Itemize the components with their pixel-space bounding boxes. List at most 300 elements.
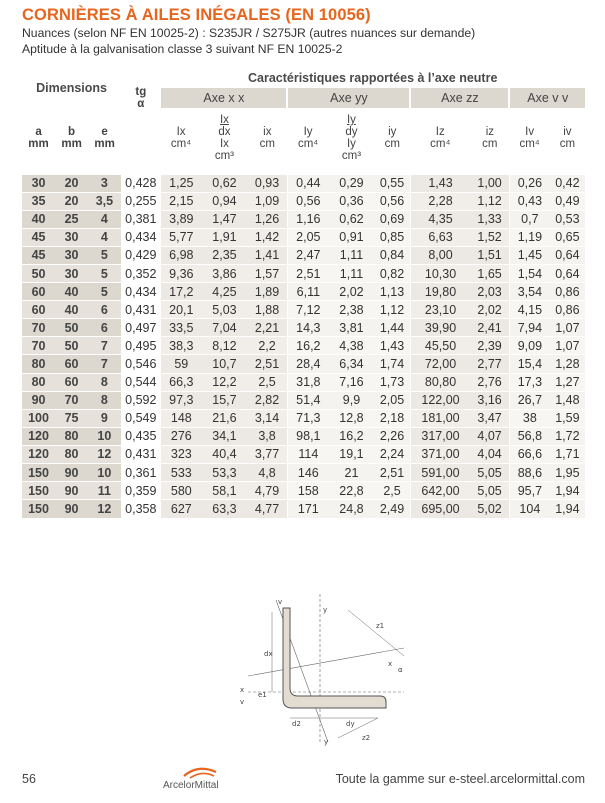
table-cell: 0,64 — [550, 264, 585, 282]
table-cell: 20,1 — [160, 301, 201, 319]
table-cell: 0,36 — [329, 192, 374, 210]
table-cell: 2,03 — [470, 283, 509, 301]
table-cell: 0,53 — [550, 210, 585, 228]
table-cell: 4,07 — [470, 427, 509, 445]
table-cell: 3,8 — [247, 427, 287, 445]
website-link[interactable]: Toute la gamme sur e-steel.arcelormittal.com — [335, 772, 585, 786]
table-cell: 2,47 — [287, 246, 328, 264]
table-cell: 2,02 — [470, 301, 509, 319]
table-cell: 5 — [88, 283, 121, 301]
table-cell: 0,62 — [329, 210, 374, 228]
table-row — [22, 210, 585, 228]
table-cell: 8,12 — [202, 337, 247, 355]
table-cell: 21,6 — [202, 409, 247, 427]
table-cell: 4 — [88, 228, 121, 246]
table-cell: 150 — [22, 482, 55, 500]
table-cell: 90 — [55, 482, 88, 500]
label-v-left: v — [240, 698, 245, 706]
table-row — [22, 409, 585, 427]
table-cell: 70 — [22, 319, 55, 337]
table-row — [22, 228, 585, 246]
table-cell: 50 — [55, 319, 88, 337]
angle-section-diagram — [228, 592, 418, 752]
table-cell: 28,4 — [287, 355, 328, 373]
table-cell: 3,5 — [88, 192, 121, 210]
table-cell: 158 — [287, 482, 328, 500]
table-cell: 12 — [88, 500, 121, 518]
table-cell: 1,95 — [550, 464, 585, 482]
col-a-header: a mm — [28, 126, 49, 150]
table-body — [22, 174, 585, 518]
table-cell: 10,7 — [202, 355, 247, 373]
table-cell: 38 — [509, 409, 549, 427]
table-cell: 31,8 — [287, 373, 328, 391]
table-cell: 9,36 — [160, 264, 201, 282]
table-cell: 63,3 — [202, 500, 247, 518]
table-cell: 38,3 — [160, 337, 201, 355]
table-cell: 2,5 — [247, 373, 287, 391]
table-cell: 2,51 — [287, 264, 328, 282]
table-row — [22, 427, 585, 445]
table-cell: 0,56 — [287, 192, 328, 210]
galvanization-note: Aptitude à la galvanisation classe 3 suivant NF EN 10025-2 — [22, 42, 343, 56]
table-cell: 2,05 — [287, 228, 328, 246]
table-cell: 0,549 — [121, 409, 160, 427]
table-cell: 1,59 — [550, 409, 585, 427]
table-cell: 2,76 — [470, 373, 509, 391]
label-z1: z1 — [376, 622, 385, 630]
table-cell: 6 — [88, 319, 121, 337]
table-row — [22, 445, 585, 463]
table-cell: 88,6 — [509, 464, 549, 482]
table-cell: 1,91 — [202, 228, 247, 246]
table-cell: 695,00 — [410, 500, 470, 518]
table-cell: 0,546 — [121, 355, 160, 373]
table-cell: 40 — [55, 301, 88, 319]
table-cell: 1,57 — [247, 264, 287, 282]
col-e-header: e mm — [94, 126, 115, 150]
table-cell: 10 — [88, 427, 121, 445]
table-cell: 6,98 — [160, 246, 201, 264]
col-tg-alpha-header: tg α — [135, 86, 147, 110]
table-cell: 50 — [55, 337, 88, 355]
table-cell: 6 — [88, 301, 121, 319]
table-cell: 7,04 — [202, 319, 247, 337]
table-row — [22, 192, 585, 210]
dimensions-header: Dimensions — [36, 81, 108, 95]
table-cell: 7 — [88, 355, 121, 373]
table-cell: 1,47 — [202, 210, 247, 228]
table-cell: 0,361 — [121, 464, 160, 482]
table-cell: 16,2 — [287, 337, 328, 355]
table-cell: 17,3 — [509, 373, 549, 391]
col-ix-header: Ix cm⁴ — [170, 126, 192, 150]
table-cell: 1,43 — [374, 337, 410, 355]
table-cell: 1,07 — [550, 337, 585, 355]
table-cell: 0,49 — [550, 192, 585, 210]
table-cell: 0,381 — [121, 210, 160, 228]
table-cell: 75 — [55, 409, 88, 427]
table-cell: 1,28 — [550, 355, 585, 373]
table-cell: 0,352 — [121, 264, 160, 282]
table-cell: 59 — [160, 355, 201, 373]
table-cell: 1,12 — [374, 301, 410, 319]
table-cell: 5 — [88, 264, 121, 282]
table-cell: 97,3 — [160, 391, 201, 409]
table-cell: 7 — [88, 337, 121, 355]
table-cell: 276 — [160, 427, 201, 445]
label-e1: e1 — [258, 691, 267, 699]
table-cell: 1,71 — [550, 445, 585, 463]
table-cell: 0,85 — [374, 228, 410, 246]
table-cell: 15,7 — [202, 391, 247, 409]
table-cell: 1,41 — [247, 246, 287, 264]
table-cell: 0,435 — [121, 427, 160, 445]
table-cell: 1,52 — [470, 228, 509, 246]
table-cell: 4,77 — [247, 500, 287, 518]
table-cell: 371,00 — [410, 445, 470, 463]
table-cell: 2,2 — [247, 337, 287, 355]
table-cell: 70 — [22, 337, 55, 355]
table-cell: 1,88 — [247, 301, 287, 319]
page-number: 56 — [22, 772, 36, 786]
table-cell: 17,2 — [160, 283, 201, 301]
table-cell: 0,495 — [121, 337, 160, 355]
table-cell: 40 — [55, 283, 88, 301]
label-d2: d2 — [292, 720, 301, 728]
table-cell: 0,42 — [550, 174, 585, 192]
table-cell: 1,27 — [550, 373, 585, 391]
table-cell: 0,82 — [374, 264, 410, 282]
table-cell: 5,05 — [470, 482, 509, 500]
table-cell: 11 — [88, 482, 121, 500]
table-cell: 39,90 — [410, 319, 470, 337]
table-cell: 591,00 — [410, 464, 470, 482]
table-cell: 6,11 — [287, 283, 328, 301]
table-cell: 0,62 — [202, 174, 247, 192]
table-cell: 9,09 — [509, 337, 549, 355]
col-iv-header: Iv cm⁴ — [519, 126, 540, 150]
z2-dimension — [338, 718, 378, 738]
table-cell: 0,255 — [121, 192, 160, 210]
table-cell: 5,77 — [160, 228, 201, 246]
table-cell: 1,07 — [550, 319, 585, 337]
table-cell: 533 — [160, 464, 201, 482]
table-cell: 60 — [22, 301, 55, 319]
table-row — [22, 482, 585, 500]
table-cell: 19,80 — [410, 283, 470, 301]
table-cell: 34,1 — [202, 427, 247, 445]
table-cell: 627 — [160, 500, 201, 518]
table-cell: 0,434 — [121, 228, 160, 246]
table-cell: 120 — [22, 445, 55, 463]
table-cell: 150 — [22, 500, 55, 518]
table-cell: 25 — [55, 210, 88, 228]
table-cell: 0,84 — [374, 246, 410, 264]
table-row — [22, 500, 585, 518]
table-cell: 7,12 — [287, 301, 328, 319]
col-iz-radius-header: iz cm — [482, 126, 498, 150]
table-cell: 45 — [22, 228, 55, 246]
table-cell: 90 — [55, 500, 88, 518]
table-cell: 104 — [509, 500, 549, 518]
table-cell: 580 — [160, 482, 201, 500]
table-row — [22, 174, 585, 192]
label-alpha: α — [398, 666, 403, 674]
table-cell: 323 — [160, 445, 201, 463]
table-cell: 16,2 — [329, 427, 374, 445]
table-row — [22, 464, 585, 482]
table-cell: 22,8 — [329, 482, 374, 500]
table-cell: 19,1 — [329, 445, 374, 463]
table-row — [22, 319, 585, 337]
table-cell: 2,18 — [374, 409, 410, 427]
table-cell: 0,431 — [121, 445, 160, 463]
table-cell: 5,03 — [202, 301, 247, 319]
table-cell: 4,35 — [410, 210, 470, 228]
table-cell: 90 — [22, 391, 55, 409]
angle-profile — [283, 608, 386, 708]
table-cell: 4,25 — [202, 283, 247, 301]
col-iy-dy-header: Iy dy Iy cm³ — [341, 114, 362, 162]
table-cell: 66,3 — [160, 373, 201, 391]
label-z2: z2 — [362, 734, 371, 742]
table-cell: 0,592 — [121, 391, 160, 409]
table-cell: 2,21 — [247, 319, 287, 337]
table-cell: 26,7 — [509, 391, 549, 409]
table-cell: 2,05 — [374, 391, 410, 409]
table-cell: 317,00 — [410, 427, 470, 445]
table-cell: 2,82 — [247, 391, 287, 409]
table-cell: 10 — [88, 464, 121, 482]
table-cell: 642,00 — [410, 482, 470, 500]
table-row — [22, 283, 585, 301]
table-cell: 9,9 — [329, 391, 374, 409]
table-cell: 7,94 — [509, 319, 549, 337]
table-row — [22, 355, 585, 373]
table-cell: 1,16 — [287, 210, 328, 228]
table-cell: 1,48 — [550, 391, 585, 409]
table-cell: 5 — [88, 246, 121, 264]
table-cell: 45 — [22, 246, 55, 264]
table-cell: 0,91 — [329, 228, 374, 246]
table-cell: 2,51 — [247, 355, 287, 373]
table-cell: 100 — [22, 409, 55, 427]
table-cell: 114 — [287, 445, 328, 463]
table-cell: 1,13 — [374, 283, 410, 301]
col-iv-radius-header: iv cm — [559, 126, 576, 150]
table-cell: 2,49 — [374, 500, 410, 518]
table-cell: 2,51 — [374, 464, 410, 482]
table-cell: 30 — [22, 174, 55, 192]
col-ix-dx-header: Ix dx Ix cm³ — [214, 114, 235, 162]
table-cell: 56,8 — [509, 427, 549, 445]
table-row — [22, 373, 585, 391]
table-cell: 71,3 — [287, 409, 328, 427]
table-cell: 12,2 — [202, 373, 247, 391]
table-cell: 1,94 — [550, 482, 585, 500]
table-cell: 0,56 — [374, 192, 410, 210]
table-cell: 1,00 — [470, 174, 509, 192]
table-cell: 3,81 — [329, 319, 374, 337]
table-cell: 0,93 — [247, 174, 287, 192]
table-cell: 33,5 — [160, 319, 201, 337]
grade-note: Nuances (selon NF EN 10025-2) : S235JR / S275JR (autres nuances sur demande) — [22, 26, 476, 40]
table-cell: 30 — [55, 246, 88, 264]
table-cell: 58,1 — [202, 482, 247, 500]
label-v-top: v — [278, 598, 283, 606]
table-cell: 1,19 — [509, 228, 549, 246]
table-cell: 2,38 — [329, 301, 374, 319]
table-cell: 60 — [22, 283, 55, 301]
table-cell: 10,30 — [410, 264, 470, 282]
table-cell: 2,02 — [329, 283, 374, 301]
table-cell: 8 — [88, 391, 121, 409]
table-cell: 1,33 — [470, 210, 509, 228]
table-cell: 1,44 — [374, 319, 410, 337]
table-cell: 2,41 — [470, 319, 509, 337]
table-cell: 0,358 — [121, 500, 160, 518]
col-iz-header: Iz cm⁴ — [430, 126, 451, 150]
table-cell: 3,16 — [470, 391, 509, 409]
table-cell: 1,74 — [374, 355, 410, 373]
table-cell: 80 — [55, 445, 88, 463]
table-cell: 4,8 — [247, 464, 287, 482]
axis-zz-header: Axe zz — [410, 88, 509, 108]
table-cell: 14,3 — [287, 319, 328, 337]
axis-yy-header: Axe yy — [287, 88, 410, 108]
table-cell: 0,55 — [374, 174, 410, 192]
table-cell: 5,02 — [470, 500, 509, 518]
table-cell: 0,94 — [202, 192, 247, 210]
page-title: CORNIÈRES À AILES INÉGALES (EN 10056) — [22, 6, 371, 24]
table-cell: 7,16 — [329, 373, 374, 391]
table-cell: 171 — [287, 500, 328, 518]
axis-xx-header: Axe x x — [160, 88, 287, 108]
table-row — [22, 301, 585, 319]
table-cell: 20 — [55, 192, 88, 210]
table-cell: 21 — [329, 464, 374, 482]
table-row — [22, 337, 585, 355]
table-cell: 2,77 — [470, 355, 509, 373]
table-cell: 9 — [88, 409, 121, 427]
table-cell: 6,63 — [410, 228, 470, 246]
table-cell: 4 — [88, 210, 121, 228]
table-cell: 0,69 — [374, 210, 410, 228]
table-cell: 3,47 — [470, 409, 509, 427]
table-cell: 4,15 — [509, 301, 549, 319]
table-cell: 80 — [22, 373, 55, 391]
table-cell: 1,89 — [247, 283, 287, 301]
z1-dimension — [348, 610, 404, 656]
table-cell: 24,8 — [329, 500, 374, 518]
label-dx: dx — [264, 650, 273, 658]
table-cell: 1,45 — [509, 246, 549, 264]
table-cell: 1,42 — [247, 228, 287, 246]
table-cell: 0,7 — [509, 210, 549, 228]
table-cell: 1,65 — [470, 264, 509, 282]
table-cell: 12,8 — [329, 409, 374, 427]
table-cell: 1,51 — [470, 246, 509, 264]
table-cell: 2,28 — [410, 192, 470, 210]
table-cell: 40,4 — [202, 445, 247, 463]
table-cell: 1,73 — [374, 373, 410, 391]
table-cell: 2,24 — [374, 445, 410, 463]
table-cell: 0,64 — [550, 246, 585, 264]
table-cell: 1,11 — [329, 264, 374, 282]
table-cell: 90 — [55, 464, 88, 482]
table-cell: 95,7 — [509, 482, 549, 500]
table-cell: 2,35 — [202, 246, 247, 264]
table-cell: 8 — [88, 373, 121, 391]
axis-vv-header: Axe v v — [509, 88, 585, 108]
table-cell: 40 — [22, 210, 55, 228]
table-cell: 3,89 — [160, 210, 201, 228]
table-cell: 148 — [160, 409, 201, 427]
label-x-right: x — [388, 660, 393, 668]
table-cell: 120 — [22, 427, 55, 445]
table-cell: 80 — [22, 355, 55, 373]
table-cell: 0,43 — [509, 192, 549, 210]
table-cell: 4,38 — [329, 337, 374, 355]
col-b-header: b mm — [61, 126, 82, 150]
col-iy-header: Iy cm⁴ — [297, 126, 319, 150]
label-x-left: x — [240, 686, 245, 694]
table-cell: 0,359 — [121, 482, 160, 500]
table-cell: 4,79 — [247, 482, 287, 500]
table-cell: 3,54 — [509, 283, 549, 301]
table-cell: 45,50 — [410, 337, 470, 355]
table-cell: 80,80 — [410, 373, 470, 391]
table-cell: 1,54 — [509, 264, 549, 282]
table-cell: 60 — [55, 355, 88, 373]
table-cell: 2,15 — [160, 192, 201, 210]
table-cell: 35 — [22, 192, 55, 210]
table-cell: 53,3 — [202, 464, 247, 482]
logo-wordmark: ArcelorMittal — [163, 780, 219, 791]
table-cell: 0,86 — [550, 283, 585, 301]
table-cell: 2,39 — [470, 337, 509, 355]
table-cell: 3,14 — [247, 409, 287, 427]
table-cell: 1,09 — [247, 192, 287, 210]
table-cell: 122,00 — [410, 391, 470, 409]
table-cell: 51,4 — [287, 391, 328, 409]
table-cell: 0,65 — [550, 228, 585, 246]
table-cell: 15,4 — [509, 355, 549, 373]
table-cell: 0,44 — [287, 174, 328, 192]
table-cell: 1,12 — [470, 192, 509, 210]
col-iy-radius-header: iy cm — [384, 126, 400, 150]
table-row — [22, 391, 585, 409]
table-cell: 1,25 — [160, 174, 201, 192]
table-cell: 20 — [55, 174, 88, 192]
table-cell: 1,11 — [329, 246, 374, 264]
table-cell: 3 — [88, 174, 121, 192]
table-cell: 1,94 — [550, 500, 585, 518]
table-cell: 3,77 — [247, 445, 287, 463]
table-cell: 30 — [55, 264, 88, 282]
table-cell: 2,5 — [374, 482, 410, 500]
label-dy: dy — [346, 720, 355, 728]
table-cell: 0,431 — [121, 301, 160, 319]
table-cell: 23,10 — [410, 301, 470, 319]
table-cell: 181,00 — [410, 409, 470, 427]
table-cell: 4,04 — [470, 445, 509, 463]
table-cell: 150 — [22, 464, 55, 482]
table-cell: 0,26 — [509, 174, 549, 192]
table-cell: 2,26 — [374, 427, 410, 445]
table-cell: 0,544 — [121, 373, 160, 391]
